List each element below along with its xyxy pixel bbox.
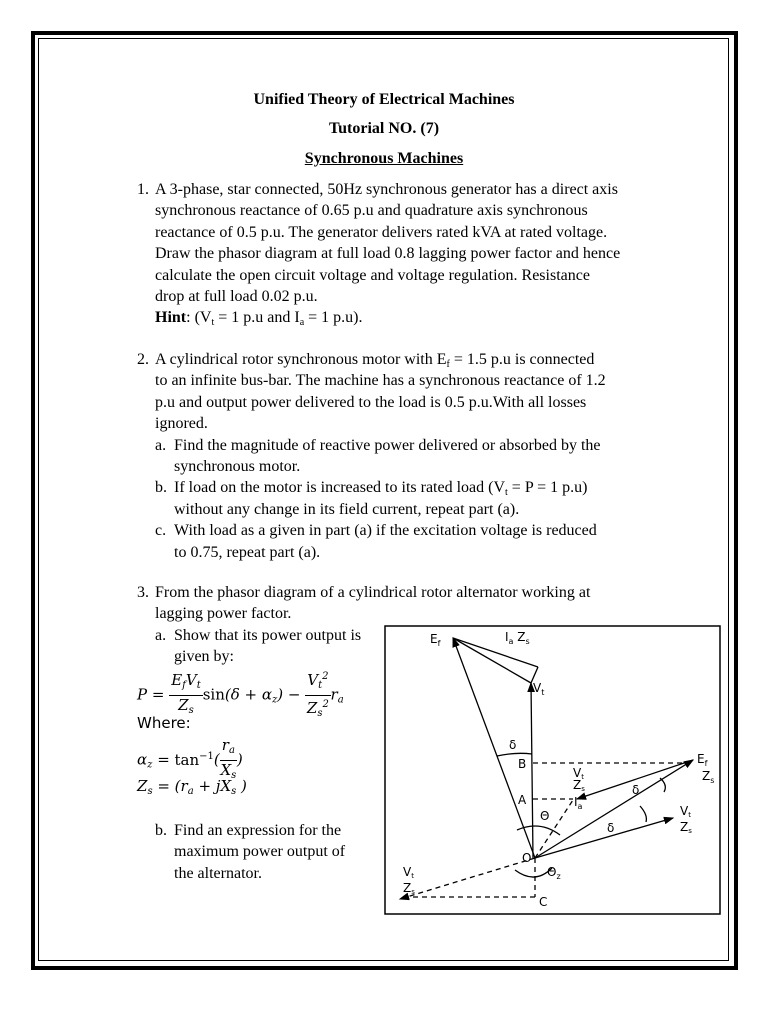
impedance-equation: $Z_s = (r_a + jX_s$ ) (137, 777, 247, 797)
text: A cylindrical rotor synchronous motor with E (155, 351, 447, 368)
text: If load on the motor is increased to its rated load (V (174, 479, 506, 497)
part-label: c. (155, 522, 167, 540)
label-b: B (518, 757, 527, 771)
label-ef-right: $E_f$ (697, 752, 708, 768)
document-title: Unified Theory of Electrical Machines (253, 91, 515, 108)
where-label: Where: (137, 714, 191, 732)
label-iazs: $I_a$ $Z_s$ (505, 630, 530, 646)
question-number: 2. (137, 351, 149, 368)
alpha-equation: $\alpha_z = \tan^{-1}$( $\frac{r_a}{X_s}$ ) (137, 736, 243, 781)
label-vt-zs-mid: Vt Zs (573, 766, 585, 793)
text-line: reactance of 0.5 p.u. The generator delivers rated kVA at rated voltage. (155, 223, 608, 241)
text-line: Draw the phasor diagram at full load 0.8 lagging power factor and hence (155, 245, 621, 263)
question-number: 1. (137, 181, 149, 198)
delta-arc (497, 753, 532, 756)
power-equation: P = $\frac{E_fV_t}{Z_s}$ $\sin(\delta + \alpha_z)$ − $\frac{V_t^2}{Z_s^2}$ $r_a$ (137, 668, 344, 723)
tutorial-number: Tutorial NO. (7) (328, 120, 440, 137)
label-ef: $E_f$ (430, 632, 441, 648)
text-line: synchronous reactance of 0.65 p.u and quadrature axis synchronous (155, 202, 588, 220)
text-line: to an infinite bus-bar. The machine has a synchronous reactance of 1.2 (155, 372, 606, 390)
subject-text: Synchronous Machines (304, 150, 464, 167)
label-vt-zs-right: Vt Zs (680, 804, 692, 835)
ef-zs-phasor (535, 760, 693, 858)
delta-arc (640, 806, 646, 822)
subscript: t (211, 317, 215, 329)
label-zs-right: $Z_s$ (702, 769, 715, 785)
subscript: f (446, 359, 450, 370)
hint-text: : (V (186, 309, 212, 327)
neg-vt-zs (400, 858, 535, 899)
text-line: Find an expression for the (174, 822, 342, 839)
vt-zs-phasor (535, 818, 673, 858)
subscript: t (505, 487, 508, 499)
label-theta-z: $\Theta_z$ (547, 865, 561, 881)
text-line: Show that its power output is (174, 626, 362, 644)
label-a: A (518, 793, 527, 807)
ef-phasor (453, 638, 535, 858)
text-line: maximum power output of (174, 843, 346, 861)
text-line: drop at full load 0.02 p.u. (155, 288, 318, 305)
text-line: synchronous motor. (174, 458, 301, 475)
text-line: ignored. (155, 415, 208, 433)
text-line: A 3-phase, star connected, 50Hz synchronous generator has a direct axis (155, 181, 618, 198)
hint-text: = 1 p.u). (304, 309, 363, 327)
label-ia: $I_a$ (574, 795, 583, 811)
part-label: a. (155, 626, 167, 644)
label-c: C (539, 895, 548, 909)
hint-label: Hint (155, 309, 187, 327)
vt-phasor (531, 683, 533, 858)
text-line: p.u and output power delivered to the load is 0.5 p.u.With all losses (155, 393, 587, 411)
label-vt-zs-left: Vt Zs (403, 865, 415, 896)
text-line: to 0.75, repeat part (a). (174, 543, 321, 561)
text-line: With load as a given in part (a) if the excitation voltage is reduced (174, 522, 597, 540)
label-delta: δ (632, 783, 640, 797)
part-label: a. (155, 436, 167, 454)
text: = P = 1 p.u) (507, 479, 588, 497)
text-line: Find the magnitude of reactive power delivered or absorbed by the (174, 436, 601, 454)
part-label: b. (155, 822, 167, 839)
text-line: lagging power factor. (155, 605, 292, 623)
text-line: From the phasor diagram of a cylindrical rotor alternator working at (155, 584, 591, 601)
label-theta: Θ (540, 809, 550, 823)
text-line: without any change in its field current, repeat part (a). (174, 500, 520, 518)
text-line: calculate the open circuit voltage and voltage regulation. Resistance (155, 266, 590, 284)
text: = 1.5 p.u is connected (449, 351, 595, 368)
theta-arc (517, 826, 560, 835)
label-delta: δ (509, 738, 517, 752)
label-delta: δ (607, 821, 615, 835)
subscript: a (299, 317, 305, 329)
question-number: 3. (137, 584, 149, 601)
text-line: given by: (174, 648, 234, 666)
part-label: b. (155, 479, 167, 497)
text-line: the alternator. (174, 864, 262, 882)
hint-text: = 1 p.u and I (214, 309, 300, 327)
label-o: O (522, 851, 532, 865)
label-vt: $V_t$ (533, 681, 545, 697)
